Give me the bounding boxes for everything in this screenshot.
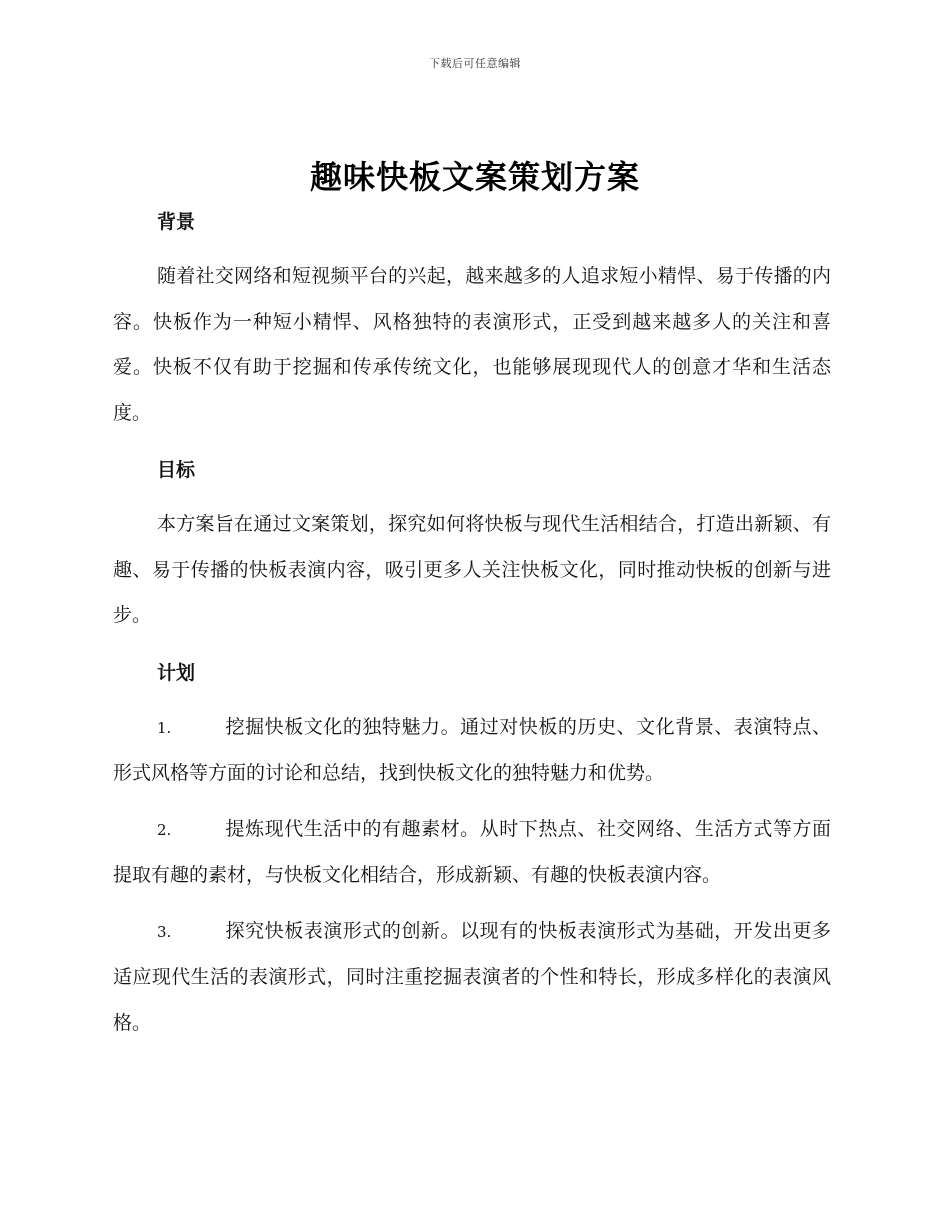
plan-item-text: 挖掘快板文化的独特魅力。通过对快板的历史、文化背景、表演特点、形式风格等方面的讨论和总结，找到快板文化的独特魅力和优势。 [113,715,831,784]
plan-item-text: 提炼现代生活中的有趣素材。从时下热点、社交网络、生活方式等方面提取有趣的素材，与快板文化相结合，形成新颖、有趣的快板表演内容。 [113,817,831,886]
goal-paragraph: 本方案旨在通过文案策划，探究如何将快板与现代生活相结合，打造出新颖、有趣、易于传播的快板表演内容，吸引更多人关注快板文化，同时推动快板的创新与进步。 [113,513,831,626]
plan-item-number: 3. [157,922,172,941]
section-heading-background: 背景 [157,211,196,233]
plan-item-text: 探究快板表演形式的创新。以现有的快板表演形式为基础，开发出更多适应现代生活的表演形式，同时注重挖掘表演者的个性和特长，形成多样化的表演风格。 [113,919,831,1034]
plan-item-number: 2. [157,820,172,839]
document-title: 趣味快板文案策划方案 [309,158,640,196]
section-heading-plan: 计划 [157,661,196,684]
plan-item [113,705,831,797]
section-heading-goal: 目标 [157,459,196,481]
plan-item [113,909,831,1047]
plan-item-number: 1. [157,718,172,737]
document-body [113,200,831,1046]
header-note: 下载后可任意编辑 [429,57,521,70]
plan-item [113,807,831,899]
background-paragraph: 随着社交网络和短视频平台的兴起，越来越多的人追求短小精悍、易于传播的内容。快板作为一种短小精悍、风格独特的表演形式，正受到越来越多人的关注和喜爱。快板不仅有助于挖掘和传承传统文化，也能够展现现代人的创意才华和生活态度。 [113,265,831,424]
